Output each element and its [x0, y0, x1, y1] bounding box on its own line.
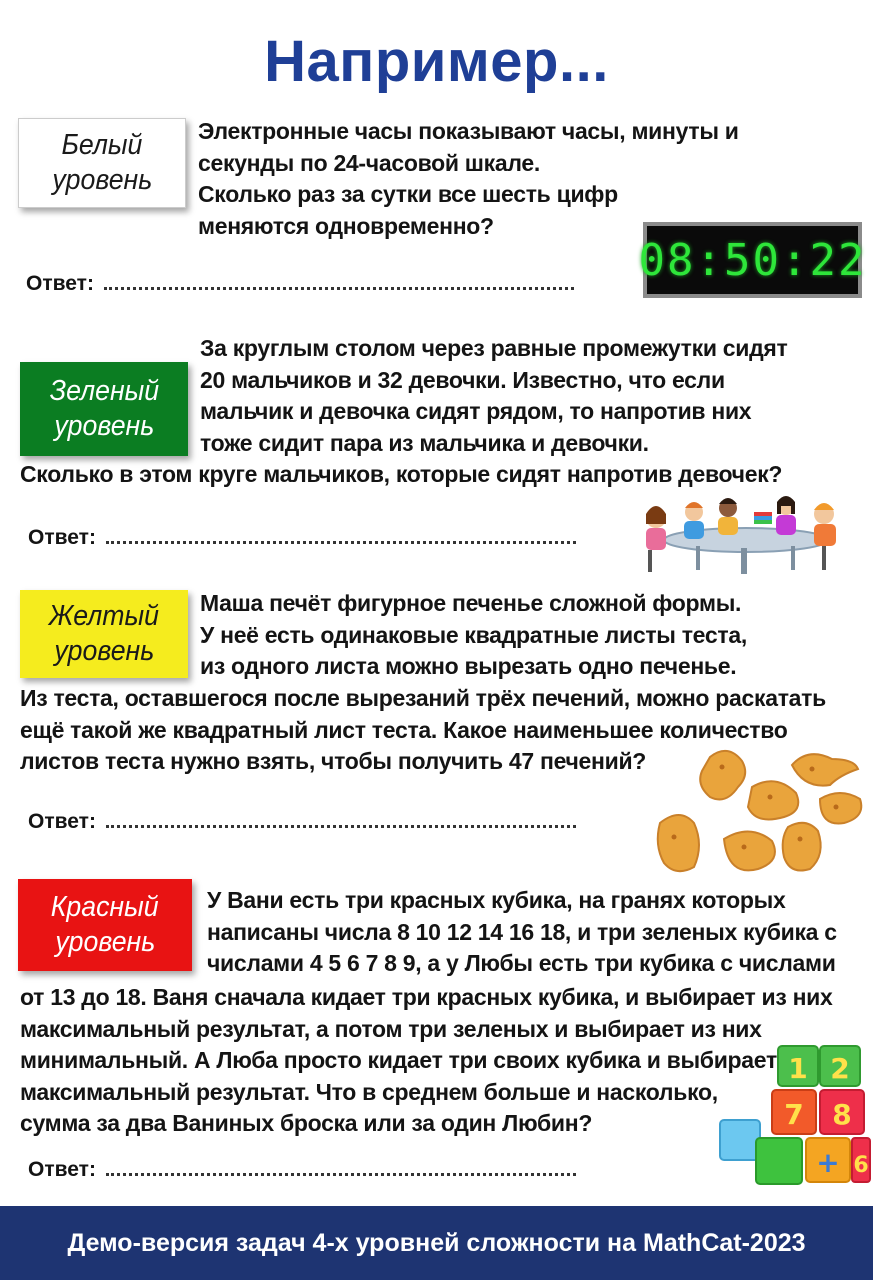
- problem-line: максимальный результат, а потом три зеленых и выбирает из них: [20, 1015, 762, 1042]
- level-label: Зеленый: [49, 375, 159, 407]
- answer-blank: [104, 276, 574, 290]
- problem-line: из одного листа можно вырезать одно печенье.: [200, 653, 737, 679]
- answer-label: Ответ:: [28, 526, 96, 549]
- cube-digit: +: [816, 1146, 840, 1179]
- problem-line: максимальный результат. Что в среднем больше и насколько,: [20, 1078, 718, 1105]
- problem-line: написаны числа 8 10 12 14 16 18, и три зеленых кубика с: [207, 918, 837, 945]
- level-label: Белый: [61, 129, 143, 161]
- answer-line-red: [28, 1158, 576, 1182]
- problem-line: 20 мальчиков и 32 девочки. Известно, что если: [200, 366, 725, 393]
- answer-blank: [106, 1162, 576, 1176]
- problem-line: меняются одновременно?: [198, 212, 494, 239]
- answer-line-white: [26, 272, 574, 296]
- cubes-illustration: [716, 1040, 872, 1192]
- level-badge-red: [18, 879, 192, 971]
- problem-line: тоже сидит пара из мальчика и девочки.: [200, 429, 649, 456]
- answer-line-yellow: [28, 810, 576, 834]
- answer-label: Ответ:: [26, 272, 94, 295]
- footer-banner: [0, 1206, 873, 1280]
- problem-text-red: [207, 885, 837, 980]
- clock-display: 08:50:22: [647, 226, 858, 294]
- problem-line: от 13 до 18. Ваня сначала кидает три красных кубика, и выбирает из них: [20, 984, 833, 1010]
- problem-line: листов теста нужно взять, чтобы получить 47 печений?: [20, 748, 647, 774]
- problem-text-red-cont: [20, 982, 833, 1140]
- problem-line: Электронные часы показывают часы, минуты и: [198, 118, 739, 144]
- problem-line: У неё есть одинаковые квадратные листы теста,: [200, 621, 747, 648]
- answer-line-green: [28, 526, 576, 550]
- cube-digit: 6: [853, 1153, 869, 1178]
- cube-digit: 1: [788, 1052, 808, 1085]
- level-badge-yellow: [20, 590, 188, 678]
- problem-line: мальчик и девочка сидят рядом, то напротив них: [200, 398, 752, 424]
- problem-line: сумма за два Ваниных броска или за один Любин?: [20, 1110, 593, 1136]
- problem-line: Маша печёт фигурное печенье сложной формы.: [200, 590, 742, 616]
- problem-line: Из теста, оставшегося после вырезаний трёх печений, можно раскатать: [20, 685, 826, 711]
- problem-line: числами 4 5 6 7 8 9, а у Любы есть три кубика с числами: [207, 950, 836, 976]
- cookies-illustration: [652, 735, 870, 881]
- problem-line: минимальный. А Люба просто кидает три своих кубика и выбирает: [20, 1047, 777, 1073]
- level-label: Красный: [51, 891, 159, 923]
- answer-blank: [106, 814, 576, 828]
- cube-digit: 8: [832, 1098, 852, 1131]
- cube-digit: 2: [830, 1052, 850, 1085]
- problem-line: За круглым столом через равные промежутки сидят: [200, 335, 788, 361]
- problem-question-green: Сколько в этом круге мальчиков, которые сидят напротив девочек?: [20, 461, 783, 487]
- problem-line: ещё такой же квадратный лист теста. Какое наименьшее количество: [20, 716, 788, 743]
- digital-clock: [638, 222, 867, 298]
- problem-text-green: [200, 333, 787, 459]
- problem-text-yellow: [200, 588, 747, 683]
- answer-label: Ответ:: [28, 810, 96, 833]
- level-label: уровень: [54, 410, 154, 442]
- problem-line: секунды по 24-часовой шкале.: [198, 149, 540, 176]
- children-at-table-illustration: [636, 492, 846, 576]
- problem-line: У Вани есть три красных кубика, на гранях которых: [207, 887, 786, 913]
- problem-line: Сколько раз за сутки все шесть цифр: [198, 181, 618, 207]
- level-label: уровень: [52, 164, 152, 196]
- level-badge-white: [18, 118, 186, 208]
- answer-blank: [106, 530, 576, 544]
- cube-digit: 7: [784, 1098, 804, 1131]
- answer-label: Ответ:: [28, 1158, 96, 1181]
- footer-text: Демо-версия задач 4-х уровней сложности на MathCat-2023: [67, 1228, 806, 1257]
- page-title: Например...: [264, 29, 609, 94]
- level-label: Желтый: [48, 600, 160, 632]
- level-label: уровень: [54, 635, 154, 667]
- level-label: уровень: [55, 926, 155, 958]
- level-badge-green: [20, 362, 188, 456]
